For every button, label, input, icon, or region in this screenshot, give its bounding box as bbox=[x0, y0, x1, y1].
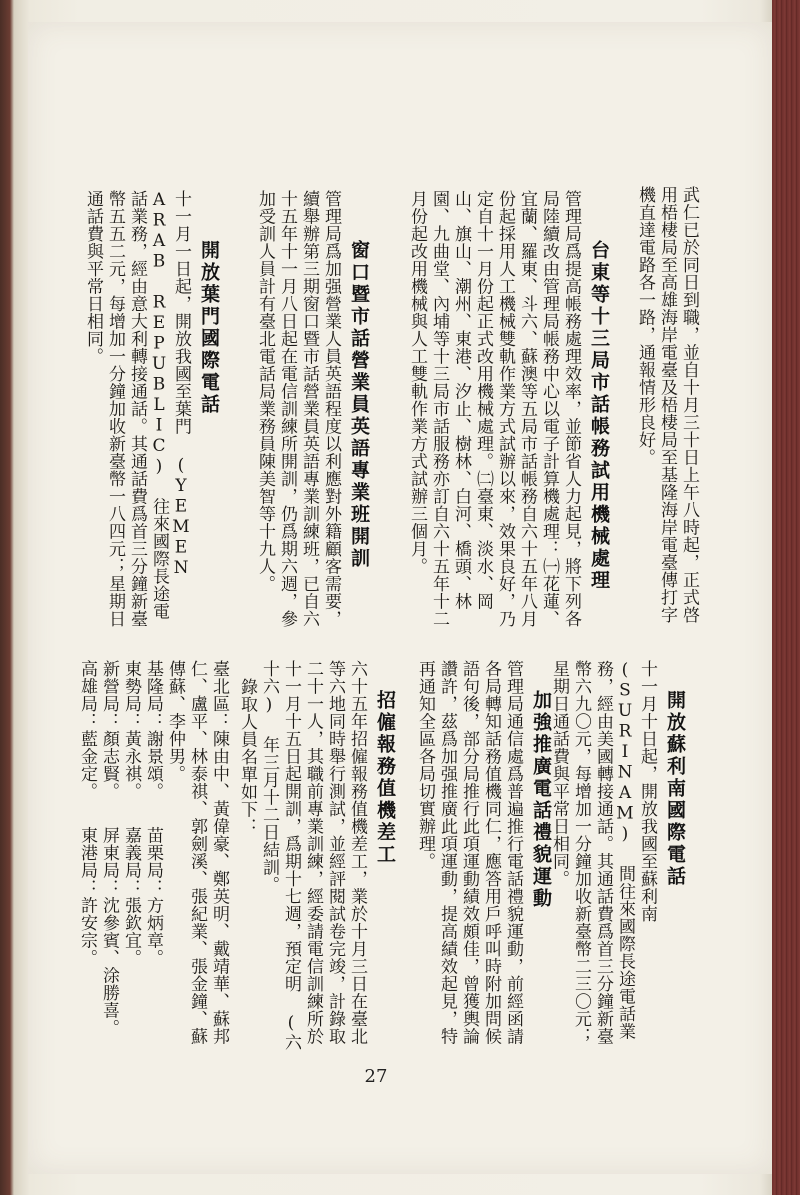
section-para-surinam: 十一月十日起，開放我國至蘇利南 (SURINAM) 間往來國際長途電話業務，經由美國轉接通話。其通話費爲首三分鐘新臺幣六九〇元，每增加一分鐘加收新臺幣二三〇元；星期日通話費與平常日相同。 bbox=[549, 660, 657, 1045]
list-item: 高雄局：藍金定。 東港局：許安宗。 bbox=[77, 660, 97, 967]
recruit-name-list bbox=[77, 660, 230, 1060]
section-para-yemen: 十一月一日起，開放我國至葉門 (YEMEN ARAB REPUBLIC) 往來國際長途電話業務，經由意大利轉接通話。其通話費爲首三分鐘新臺幣五五二元，每增加一分鐘加收新臺幣一八四元；星期日通話費與平常日相同。 bbox=[83, 190, 191, 628]
list-item: 東勢局：黃永祺。 嘉義局：張欽宜。 bbox=[121, 660, 141, 967]
section-heading-courtesy: 加強推廣電話禮貌運動 bbox=[530, 690, 552, 910]
section-heading-recruit: 招僱報務值機差工 bbox=[374, 690, 396, 866]
section-para-taitung: 管理局爲提高帳務處理效率，並節省人力起見，將下列各局陸續改由管理局帳務中心以電子計算機處理：㈠花蓮、宜蘭、羅東、斗六、蘇澳等五局市話帳務自六十五年八月份起採用人工機械雙軌作業方式試辦以來，效果良好，乃定自十一月份起正式改用機械處理。㈡臺東、淡水、岡山、旗山、潮州、東港、汐止、樹林、白河、橋頭、林園、九曲堂、內埔等十三局市話服務亦訂自六十五年十二月份起改用機械與人工雙軌作業方式試辦三個月。 bbox=[407, 190, 581, 628]
intro-paragraph: 武仁已於同日到職，並自十月三十日上午八時起，正式啓用梧棲局至高雄海岸電臺及梧棲局至基隆海岸電臺傳打字機直達電路各一路，通報情形良好。 bbox=[635, 186, 699, 624]
section-heading-yemen: 開放葉門國際電話 bbox=[198, 240, 220, 416]
page-number: 27 bbox=[364, 1066, 388, 1087]
list-intro: 錄取人員名單如下： bbox=[237, 678, 257, 836]
section-para-recruit: 六十五年招僱報務值機差工，業於十月三日在臺北等六地同時舉行測試，並經評閱試卷完竣，計錄取二十一人，其職前專業訓練，經委請電信訓練所於十一月十五日起開訓，爲期十七週，預定明 (六十六) 年三月十二日結訓。 錄取人員名單如下： bbox=[240, 660, 368, 1060]
section-heading-window-english: 窗口暨市話營業員英語專業班開訓 bbox=[348, 240, 370, 570]
section-para-courtesy: 管理局通信處爲普遍推行電話禮貌運動，前經函請各局轉知話務值機同仁，應答用戶呼叫時附加問候語句後，部分局推行此項運動績效頗佳，曾獲輿論讚許，茲爲加强推廣此項運動，提高績效起見，特再通知全區各局切實辦理。 bbox=[415, 660, 523, 1045]
book-binding-edge bbox=[772, 0, 800, 1195]
list-item: 新營局：顏志賢。 屏東局：沈參賓、涂勝喜。 bbox=[99, 660, 119, 1037]
list-item: 基隆局：謝景頌。 苗栗局：方炳章。 bbox=[143, 660, 163, 967]
section-para-window-english: 管理局爲加强營業人員英語程度以利應對外籍顧客需要，續舉辦第三期窗口暨市話營業員英語專業訓練班，已自六十五年十一月八日起在電信訓練所開訓，仍爲期六週，參加受訓人員計有臺北電話局業務員陳美智等十九人。 bbox=[255, 190, 341, 628]
list-item: 臺北區：陳由中、黃偉豪、鄭英明、戴靖華、蘇邦仁、盧平、林泰祺、郭劍溪、張紀業、張金鐘、蘇傳蘇、李仲男。 bbox=[165, 660, 229, 1045]
section-heading-taitung: 台東等十三局市話帳務試用機械處理 bbox=[588, 240, 610, 592]
section-heading-surinam: 開放蘇利南國際電話 bbox=[664, 690, 686, 888]
